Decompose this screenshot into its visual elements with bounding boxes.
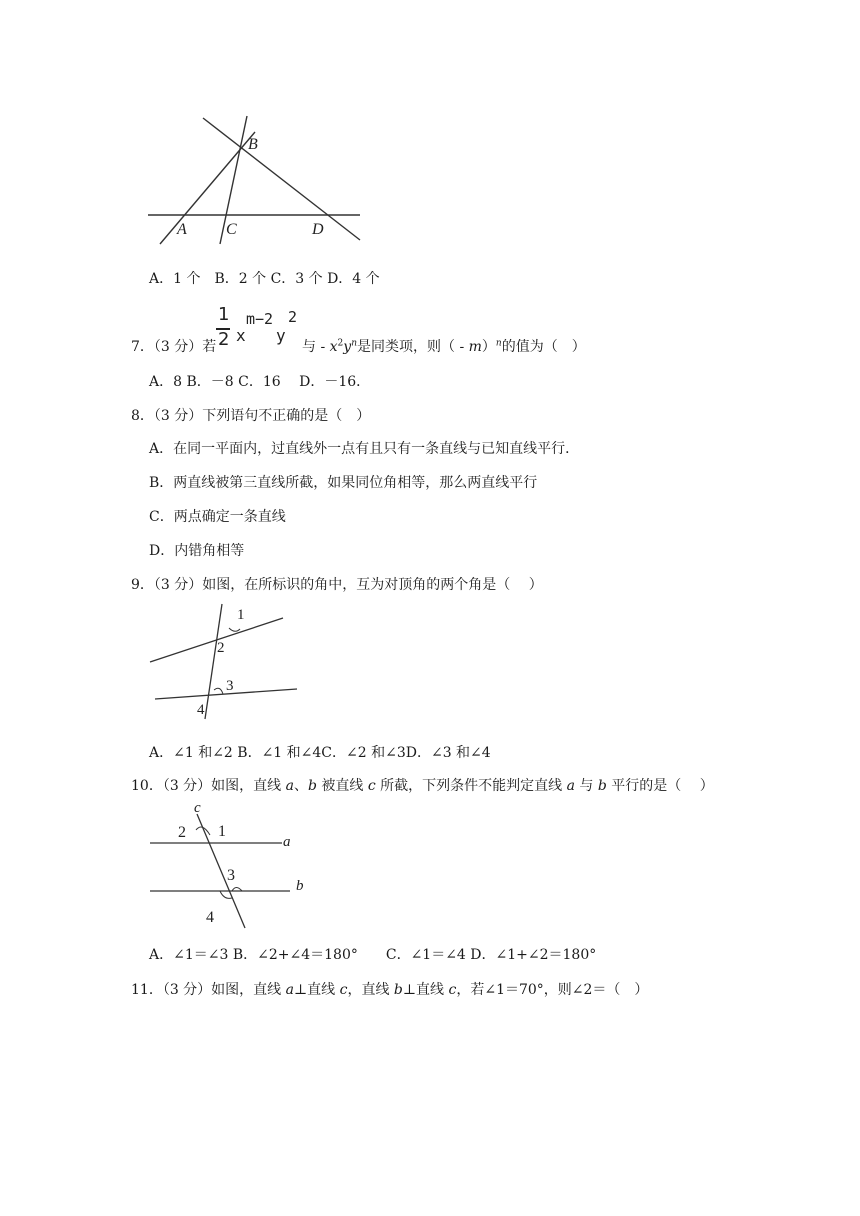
q10-stem-p3: 所截，下列条件不能判定直线 (375, 778, 567, 794)
q6-figure (140, 110, 370, 250)
q9-label-2: 2 (217, 640, 225, 656)
q8-option-d: D．内错角相等 (149, 543, 245, 559)
q11-p2: ⊥直线 (293, 982, 340, 998)
q7-frac-num: 1 (218, 304, 230, 325)
q11-stem (131, 981, 648, 999)
q9-arc-1 (229, 628, 240, 631)
q7-exp2: 2 (337, 338, 344, 349)
q9-stem: 9．（3 分）如图，在所标识的角中，互为对顶角的两个角是（ ） (131, 577, 543, 593)
q10-label-1: 1 (218, 823, 226, 840)
q11-c1: c (339, 982, 348, 998)
q9-options: A．∠1 和∠2 B．∠1 和∠4C．∠2 和∠3D．∠3 和∠4 (149, 745, 491, 761)
q10-stem-p4: 与 (574, 778, 598, 794)
q11-p1: 11．（3 分）如图，直线 (131, 982, 286, 998)
q7-mid1: 与 - (302, 339, 330, 355)
q10-a1: a (285, 778, 294, 794)
q11-p5: ，若∠1＝70°，则∠2＝（ ） (456, 982, 649, 998)
q10-b2: b (597, 778, 607, 794)
q7-mid3: ） (481, 339, 496, 355)
q9-label-1: 1 (237, 607, 245, 623)
q10-label-b: b (296, 878, 304, 894)
q10-figure (140, 798, 320, 938)
q10-sep1: 、 (293, 778, 308, 794)
q10-c1: c (367, 778, 376, 794)
q8-option-c: C．两点确定一条直线 (149, 509, 286, 525)
q8-option-a: A．在同一平面内，过直线外一点有且只有一条直线与已知直线平行． (149, 441, 580, 457)
q7-suffix: 的值为（ ） (501, 339, 586, 355)
q11-c2: c (448, 982, 457, 998)
q10-a2: a (566, 778, 575, 794)
q10-label-4: 4 (206, 909, 214, 926)
q7-mid2: 是同类项，则（ - (357, 339, 469, 355)
q7-formula-exp-y: 2 (288, 308, 298, 326)
q7-prefix: 7．（3 分）若 (131, 339, 217, 355)
q10-label-3: 3 (227, 867, 235, 884)
q6-options: A．1 个 B．2 个 C．3 个 D．4 个 (149, 271, 380, 287)
q10-options: A．∠1＝∠3 B．∠2+∠4＝180° C．∠1＝∠4 D．∠1+∠2＝180° (149, 947, 597, 963)
q9-figure (145, 600, 305, 722)
q7-frac-den: 2 (218, 329, 230, 350)
q7-options: A．8 B．－8 C．16 D．－16． (149, 374, 371, 390)
q10-b1: b (307, 778, 317, 794)
q7-formula-x: x (236, 326, 246, 345)
q8-stem: 8．（3 分）下列语句不正确的是（ ） (131, 408, 371, 424)
q7-exp-n: n (351, 338, 357, 349)
q6-label-C: C (226, 221, 237, 238)
q7-var-y: y (343, 339, 352, 355)
q7-var-m: m (468, 339, 482, 355)
q7-formula (214, 304, 304, 354)
q10-label-a: a (283, 834, 291, 850)
q7-var-x: x (329, 339, 338, 355)
q9-transversal (205, 604, 222, 719)
q8-option-b: B．两直线被第三直线所截，如果同位角相等，那么两直线平行 (149, 475, 538, 491)
q10-stem-p2: 被直线 (316, 778, 368, 794)
q7-formula-exp-x: m−2 (246, 310, 274, 328)
q7-formula-y: y (276, 326, 286, 345)
q9-label-4: 4 (197, 702, 205, 718)
q11-p4: ⊥直线 (402, 982, 449, 998)
q10-stem-p1: 10．（3 分）如图，直线 (131, 778, 286, 794)
q11-b: b (393, 982, 403, 998)
q6-label-D: D (312, 221, 324, 238)
q6-label-B: B (248, 136, 258, 153)
q10-stem-p5: 平行的是（ ） (606, 778, 714, 794)
q10-stem (131, 777, 714, 795)
q10-label-c: c (194, 800, 201, 816)
q9-label-3: 3 (226, 678, 234, 694)
q11-p3: ，直线 (347, 982, 394, 998)
q7-var-n: n (495, 338, 502, 349)
q10-label-2: 2 (178, 824, 186, 841)
q11-a: a (285, 982, 294, 998)
q7-stem-rest (302, 338, 586, 356)
q9-arc-3 (214, 688, 223, 694)
q6-label-A: A (177, 221, 187, 238)
